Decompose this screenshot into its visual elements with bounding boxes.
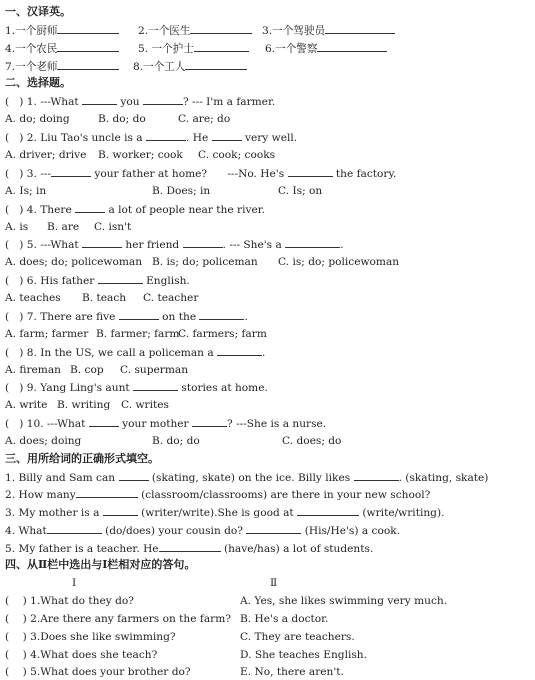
answer-blank[interactable] — [317, 41, 387, 52]
question-text: ) 9. Yang Ling's aunt — [19, 382, 130, 394]
question-text: (skating, skate) on the ice. Billy likes — [151, 472, 351, 484]
answer-blank[interactable] — [288, 166, 333, 177]
option-a: A. do; doing — [5, 113, 70, 125]
option-a: A. does; do; policewoman — [5, 256, 143, 268]
answer-blank[interactable] — [185, 59, 247, 70]
question-text: . — [340, 239, 344, 251]
option-c: C. Is; on — [278, 185, 323, 197]
mc-question-9 — [5, 380, 268, 395]
answer-blank[interactable] — [82, 237, 122, 248]
question-text: (have/has) a lot of students. — [223, 543, 374, 555]
option-b: B. writing — [57, 399, 111, 411]
match-right-c: C. They are teachers. — [240, 631, 355, 643]
question-text: ) 3. --- — [19, 168, 51, 180]
answer-blank[interactable] — [47, 523, 102, 534]
option-c: C. teacher — [143, 292, 199, 304]
question-text: ) 1. ---What — [19, 96, 79, 108]
answer-paren[interactable]: ( — [5, 168, 10, 180]
answer-paren[interactable]: ( — [5, 347, 10, 359]
answer-blank[interactable] — [98, 273, 143, 284]
answer-paren[interactable]: ( — [5, 204, 10, 216]
answer-blank[interactable] — [75, 202, 105, 213]
answer-paren[interactable]: ( — [5, 311, 10, 323]
option-b: B. do; do — [152, 435, 200, 447]
option-c: C. isn't — [94, 221, 132, 233]
answer-blank[interactable] — [76, 487, 138, 498]
question-text: 1. Billy and Sam can — [5, 472, 116, 484]
translate-item-8-wrap — [133, 59, 247, 74]
answer-blank[interactable] — [199, 309, 244, 320]
answer-blank[interactable] — [159, 541, 221, 552]
question-text: . (skating, skate) — [398, 472, 489, 484]
option-a: A. driver; drive — [5, 149, 87, 161]
mc-question-3 — [5, 166, 396, 181]
match-right-a: A. Yes, she likes swimming very much. — [240, 595, 448, 607]
translate-item-4: 4.一个农民 — [5, 43, 58, 55]
answer-paren[interactable]: ( — [5, 275, 10, 287]
option-c: C. cook; cooks — [198, 149, 276, 161]
question-text: ) 4. There — [19, 204, 72, 216]
translate-item-1: 1.一个厨师 — [5, 25, 58, 37]
answer-blank[interactable] — [212, 130, 242, 141]
answer-paren[interactable]: ( — [5, 132, 10, 144]
mc-question-2 — [5, 130, 297, 145]
question-text: ---No. He's — [227, 168, 285, 180]
match-right-b: B. He's a doctor. — [240, 613, 329, 625]
question-text: ? --- I'm a farmer. — [182, 96, 276, 108]
fill-question-2 — [5, 487, 430, 502]
question-text: (do/does) your cousin do? — [105, 525, 243, 537]
option-b: B. do; do — [98, 113, 146, 125]
translate-row-2 — [5, 41, 119, 56]
translate-row-3 — [5, 59, 119, 74]
translate-item-7: 7.一个老师 — [5, 61, 58, 73]
question-text: your mother — [122, 418, 189, 430]
answer-blank[interactable] — [51, 166, 91, 177]
answer-blank[interactable] — [119, 309, 159, 320]
question-text: (His/He's) a cook. — [304, 525, 401, 537]
question-text: ) 2. Liu Tao's uncle is a — [19, 132, 143, 144]
option-c: C. are; do — [178, 113, 231, 125]
match-left-1 — [5, 594, 134, 608]
question-text: ) 8. In the US, we call a policeman a — [19, 347, 214, 359]
answer-blank[interactable] — [190, 23, 252, 34]
mc-question-1 — [5, 94, 275, 109]
question-text: your father at home? — [94, 168, 208, 180]
option-b: B. worker; cook — [98, 149, 183, 161]
answer-blank[interactable] — [103, 505, 138, 516]
translate-row-1 — [5, 23, 119, 38]
answer-blank[interactable] — [143, 94, 183, 105]
option-a: A. Is; in — [5, 185, 47, 197]
translate-item-3-wrap — [262, 23, 395, 38]
translate-item-2: 2.一个医生 — [138, 25, 191, 37]
option-b: B. are — [47, 221, 80, 233]
answer-blank[interactable] — [57, 41, 119, 52]
answer-blank[interactable] — [146, 130, 186, 141]
fill-question-1 — [5, 470, 488, 485]
answer-paren[interactable]: ( — [5, 382, 10, 394]
translate-item-8: 8.一个工人 — [133, 61, 186, 73]
answer-blank[interactable] — [325, 23, 395, 34]
answer-paren[interactable]: ( — [5, 666, 10, 678]
answer-blank[interactable] — [194, 41, 249, 52]
match-left-4 — [5, 648, 157, 662]
question-text: the factory. — [335, 168, 397, 180]
answer-blank[interactable] — [57, 23, 119, 34]
question-text: . — [244, 311, 248, 323]
question-text: . He — [185, 132, 209, 144]
fill-question-5 — [5, 541, 373, 556]
answer-paren[interactable]: ( — [5, 631, 10, 643]
mc-question-6 — [5, 273, 190, 288]
question-text: ? ---She is a nurse. — [227, 418, 327, 430]
question-text: 3. My mother is a — [5, 507, 100, 519]
answer-paren[interactable]: ( — [5, 595, 10, 607]
answer-blank[interactable] — [183, 237, 223, 248]
option-b: B. cop — [70, 364, 104, 376]
answer-blank[interactable] — [354, 470, 399, 481]
question-text: 5. My father is a teacher. He — [5, 543, 159, 555]
question-text: (writer/write).She is good at — [141, 507, 294, 519]
column-header-1: Ⅰ — [72, 577, 77, 589]
translate-item-6: 6.一个警察 — [265, 43, 318, 55]
option-a: A. write — [5, 399, 48, 411]
answer-paren[interactable]: ( — [5, 613, 10, 625]
column-header-2: Ⅱ — [270, 577, 278, 589]
answer-blank[interactable] — [192, 416, 227, 427]
answer-blank[interactable] — [246, 523, 301, 534]
question-text: on the — [162, 311, 197, 323]
option-c: C. is; do; policewoman — [278, 256, 400, 268]
question-text: her friend — [125, 239, 180, 251]
match-left-3 — [5, 630, 176, 644]
mc-question-4 — [5, 202, 265, 217]
option-b: B. Does; in — [152, 185, 211, 197]
fill-question-3 — [5, 505, 444, 520]
question-text: a lot of people near the river. — [108, 204, 265, 216]
match-left-2 — [5, 612, 231, 626]
question-text: . --- She's a — [222, 239, 282, 251]
section-heading-2: 二、选择题。 — [5, 76, 71, 89]
question-text: ) 7. There are five — [19, 311, 116, 323]
question-text: ) 5.What does your brother do? — [22, 666, 191, 678]
question-text: ) 4.What does she teach? — [22, 649, 158, 661]
option-a: A. is — [5, 221, 29, 233]
answer-paren[interactable]: ( — [5, 239, 10, 251]
question-text: stories at home. — [181, 382, 268, 394]
option-b: B. farmer; farm — [96, 328, 180, 340]
answer-blank[interactable] — [57, 59, 119, 70]
question-text: ) 1.What do they do? — [22, 595, 134, 607]
option-a: A. does; doing — [5, 435, 82, 447]
translate-item-3: 3.一个驾驶员 — [262, 25, 326, 37]
answer-paren[interactable]: ( — [5, 649, 10, 661]
answer-blank[interactable] — [285, 237, 340, 248]
answer-paren[interactable]: ( — [5, 96, 10, 108]
translate-item-5-wrap — [138, 41, 249, 56]
option-a: A. teaches — [5, 292, 61, 304]
match-left-5 — [5, 665, 191, 679]
question-text: ) 2.Are there any farmers on the farm? — [22, 613, 231, 625]
fill-question-4 — [5, 523, 400, 538]
answer-blank[interactable] — [119, 470, 149, 481]
option-b: B. teach — [82, 292, 127, 304]
section-heading-4: 四、从Ⅱ栏中选出与Ⅰ栏相对应的答句。 — [5, 558, 196, 571]
question-text: ) 3.Does she like swimming? — [22, 631, 176, 643]
question-text: ) 10. ---What — [19, 418, 86, 430]
question-text: (write/writing). — [362, 507, 445, 519]
option-c: C. writes — [121, 399, 169, 411]
match-right-e: E. No, there aren't. — [240, 666, 344, 678]
question-text: ) 5. ---What — [19, 239, 79, 251]
question-text: 2. How many — [5, 489, 76, 501]
translate-item-2-wrap — [138, 23, 252, 38]
mc-question-5 — [5, 237, 344, 252]
translate-item-6-wrap — [265, 41, 387, 56]
option-a: A. fireman — [5, 364, 61, 376]
answer-blank[interactable] — [217, 345, 262, 356]
option-c: C. superman — [120, 364, 189, 376]
answer-blank[interactable] — [82, 94, 117, 105]
mc-question-10 — [5, 416, 326, 431]
answer-blank[interactable] — [89, 416, 119, 427]
question-text: English. — [146, 275, 190, 287]
mc-question-8 — [5, 345, 265, 360]
question-text: 4. What — [5, 525, 47, 537]
section-heading-1: 一、汉译英。 — [5, 5, 71, 18]
question-text: you — [120, 96, 140, 108]
option-b: B. is; do; policeman — [152, 256, 258, 268]
answer-paren[interactable]: ( — [5, 418, 10, 430]
translate-item-5: 5. 一个护士 — [138, 43, 194, 55]
question-text: ) 6. His father — [19, 275, 95, 287]
mc-question-7 — [5, 309, 248, 324]
answer-blank[interactable] — [297, 505, 359, 516]
section-heading-3: 三、用所给词的正确形式填空。 — [5, 452, 159, 465]
answer-blank[interactable] — [133, 380, 178, 391]
option-c: C. farmers; farm — [178, 328, 267, 340]
option-a: A. farm; farmer — [5, 328, 89, 340]
match-right-d: D. She teaches English. — [240, 649, 367, 661]
question-text: very well. — [244, 132, 298, 144]
option-c: C. does; do — [282, 435, 342, 447]
question-text: . — [262, 347, 266, 359]
question-text: (classroom/classrooms) are there in your new school? — [141, 489, 431, 501]
